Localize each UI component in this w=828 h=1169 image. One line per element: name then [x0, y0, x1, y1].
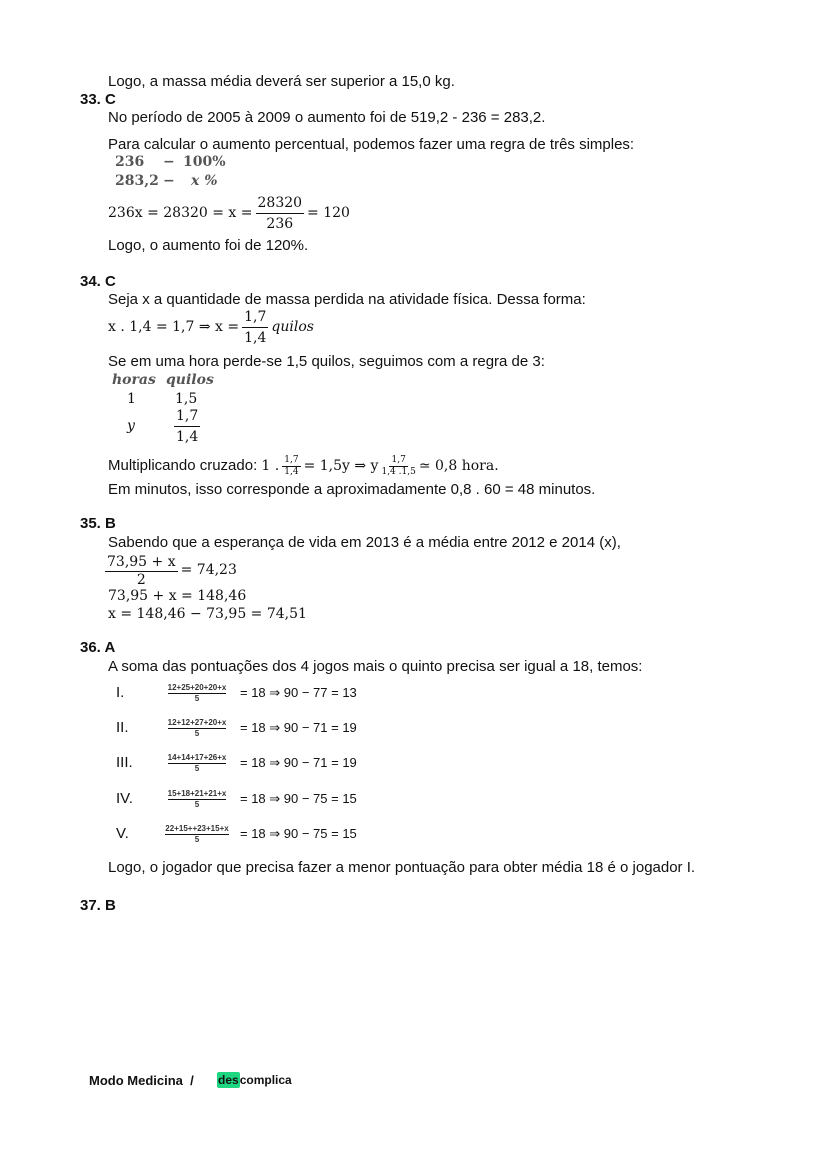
- cell: 1,5: [175, 391, 198, 407]
- q36-row: [116, 823, 357, 845]
- row-result: = 18 ⇒ 90 − 75 = 15: [240, 791, 357, 806]
- numerator: 1,7: [284, 454, 299, 465]
- q33-line2: Para calcular o aumento percentual, podemos fazer uma regra de três simples:: [108, 136, 635, 153]
- fraction: [156, 824, 238, 845]
- q35-eq2: 73,95 + x = 148,46: [108, 588, 247, 604]
- eq-right: quilos: [271, 319, 314, 335]
- q34-equation: [108, 306, 314, 348]
- footer-brand: [89, 1072, 194, 1090]
- q36-row: [116, 717, 357, 739]
- question-number: 37.: [80, 897, 101, 914]
- q33-rule-row1: [115, 153, 226, 171]
- row-label: II.: [116, 719, 129, 736]
- fraction: [282, 455, 300, 478]
- denominator: 1,4: [176, 428, 199, 445]
- row-label: IV.: [116, 790, 133, 807]
- brand-text: Modo Medicina: [89, 1073, 183, 1088]
- numerator: 1,7: [391, 454, 406, 465]
- col-head: quilos: [166, 372, 214, 388]
- row-result: = 18 ⇒ 90 − 75 = 15: [240, 826, 357, 841]
- q35-eq1: [105, 550, 237, 590]
- denominator: 5: [194, 834, 200, 844]
- denominator: 236: [266, 215, 294, 232]
- row-label: III.: [116, 754, 133, 771]
- q34-line1: Seja x a quantidade de massa perdida na atividade física. Dessa forma:: [108, 291, 586, 308]
- q35-eq3: x = 148,46 − 73,95 = 74,51: [108, 606, 307, 622]
- q34-cross: [108, 452, 499, 480]
- answer: B: [105, 515, 116, 532]
- q32-conclusion: Logo, a massa média deverá ser superior a 15,0 kg.: [108, 73, 455, 90]
- eq-left: x . 1,4 = 1,7 ⇒ x =: [108, 319, 240, 335]
- denominator: 2: [136, 571, 146, 588]
- fraction: [105, 553, 178, 588]
- question-number: 36.: [80, 639, 101, 656]
- denominator: 1,4: [244, 329, 267, 346]
- label: Multiplicando cruzado:: [108, 457, 258, 474]
- numerator: 12+25+20+20+x: [167, 682, 227, 692]
- cell: y: [127, 418, 135, 434]
- cell: x %: [191, 173, 218, 189]
- q35-header: [80, 515, 116, 533]
- row-result: = 18 ⇒ 90 − 71 = 19: [240, 720, 357, 735]
- numerator: 12+12+27+20+x: [167, 717, 227, 727]
- eq: ≃ 0,8 hora.: [418, 458, 499, 474]
- eq: = 1,5y ⇒ y: [303, 458, 379, 474]
- numerator: 15+18+21+21+x: [167, 788, 227, 798]
- logo-part: complica: [239, 1073, 292, 1087]
- q34-row2: [127, 405, 203, 447]
- q34-table-head: [112, 371, 214, 389]
- separator: /: [190, 1073, 194, 1088]
- eq-right: = 120: [307, 205, 350, 221]
- eq: 1 .: [261, 458, 280, 474]
- numerator: 1,7: [242, 307, 268, 328]
- fraction: [156, 683, 238, 704]
- answer: A: [104, 639, 116, 656]
- q33-header: [80, 91, 116, 109]
- numerator: 73,95 + x: [107, 553, 176, 570]
- row-label: I.: [116, 684, 125, 701]
- q36-row: [116, 752, 357, 774]
- q35-line1: Sabendo que a esperança de vida em 2013 é a média entre 2012 e 2014 (x),: [108, 534, 621, 551]
- denominator: 5: [194, 693, 200, 703]
- q37-header: [80, 897, 116, 915]
- cell: 1: [127, 391, 136, 407]
- row-result: = 18 ⇒ 90 − 71 = 19: [240, 755, 357, 770]
- eq-left: 236x = 28320 = x =: [108, 205, 253, 221]
- numerator: 22+15++23+15+x: [165, 823, 229, 833]
- denominator: 5: [194, 799, 200, 809]
- q34-line2: Se em uma hora perde-se 1,5 quilos, seguimos com a regra de 3:: [108, 353, 545, 370]
- fraction: [156, 718, 238, 739]
- fraction: [156, 753, 238, 774]
- q34-header: [80, 273, 116, 291]
- q36-row: [116, 682, 357, 704]
- question-number: 33.: [80, 91, 101, 108]
- q33-equation: [108, 192, 350, 234]
- denominator: 1,4 .1,5: [381, 466, 416, 477]
- cell: −: [163, 173, 175, 189]
- q34-conclusion: Em minutos, isso corresponde a aproximadamente 0,8 . 60 = 48 minutos.: [108, 481, 596, 498]
- numerator: 14+14+17+26+x: [167, 752, 227, 762]
- numerator: 1,7: [174, 406, 200, 427]
- row-label: V.: [116, 825, 129, 842]
- question-number: 35.: [80, 515, 101, 532]
- q36-line1: A soma das pontuações dos 4 jogos mais o quinto precisa ser igual a 18, temos:: [108, 658, 643, 675]
- q36-header: [80, 639, 115, 657]
- fraction: [156, 789, 238, 810]
- eq-right: = 74,23: [180, 562, 237, 578]
- denominator: 1,4: [284, 466, 299, 477]
- col-head: horas: [112, 372, 156, 388]
- cell: 283,2: [115, 173, 159, 189]
- answer: C: [105, 273, 116, 290]
- cell: 236: [115, 154, 145, 170]
- fraction: [242, 307, 268, 348]
- q33-line1: No período de 2005 à 2009 o aumento foi de 519,2 - 236 = 283,2.: [108, 109, 546, 126]
- logo-part: des: [218, 1073, 239, 1087]
- cell: 100%: [183, 154, 226, 170]
- denominator: 5: [194, 763, 200, 773]
- answer: B: [105, 897, 116, 914]
- fraction: [256, 193, 305, 234]
- denominator: 5: [194, 728, 200, 738]
- descomplica-logo: [217, 1073, 292, 1087]
- row-result: = 18 ⇒ 90 − 77 = 13: [240, 685, 357, 700]
- q36-conclusion: Logo, o jogador que precisa fazer a menor pontuação para obter média 18 é o jogador I.: [108, 859, 696, 876]
- fraction: [381, 455, 415, 478]
- q33-rule-row2: [115, 172, 218, 190]
- q36-row: [116, 788, 357, 810]
- numerator: 28320: [256, 193, 305, 214]
- cell: −: [163, 154, 175, 170]
- q33-conclusion: Logo, o aumento foi de 120%.: [108, 237, 309, 254]
- question-number: 34.: [80, 273, 101, 290]
- answer: C: [105, 91, 116, 108]
- fraction: [174, 406, 200, 447]
